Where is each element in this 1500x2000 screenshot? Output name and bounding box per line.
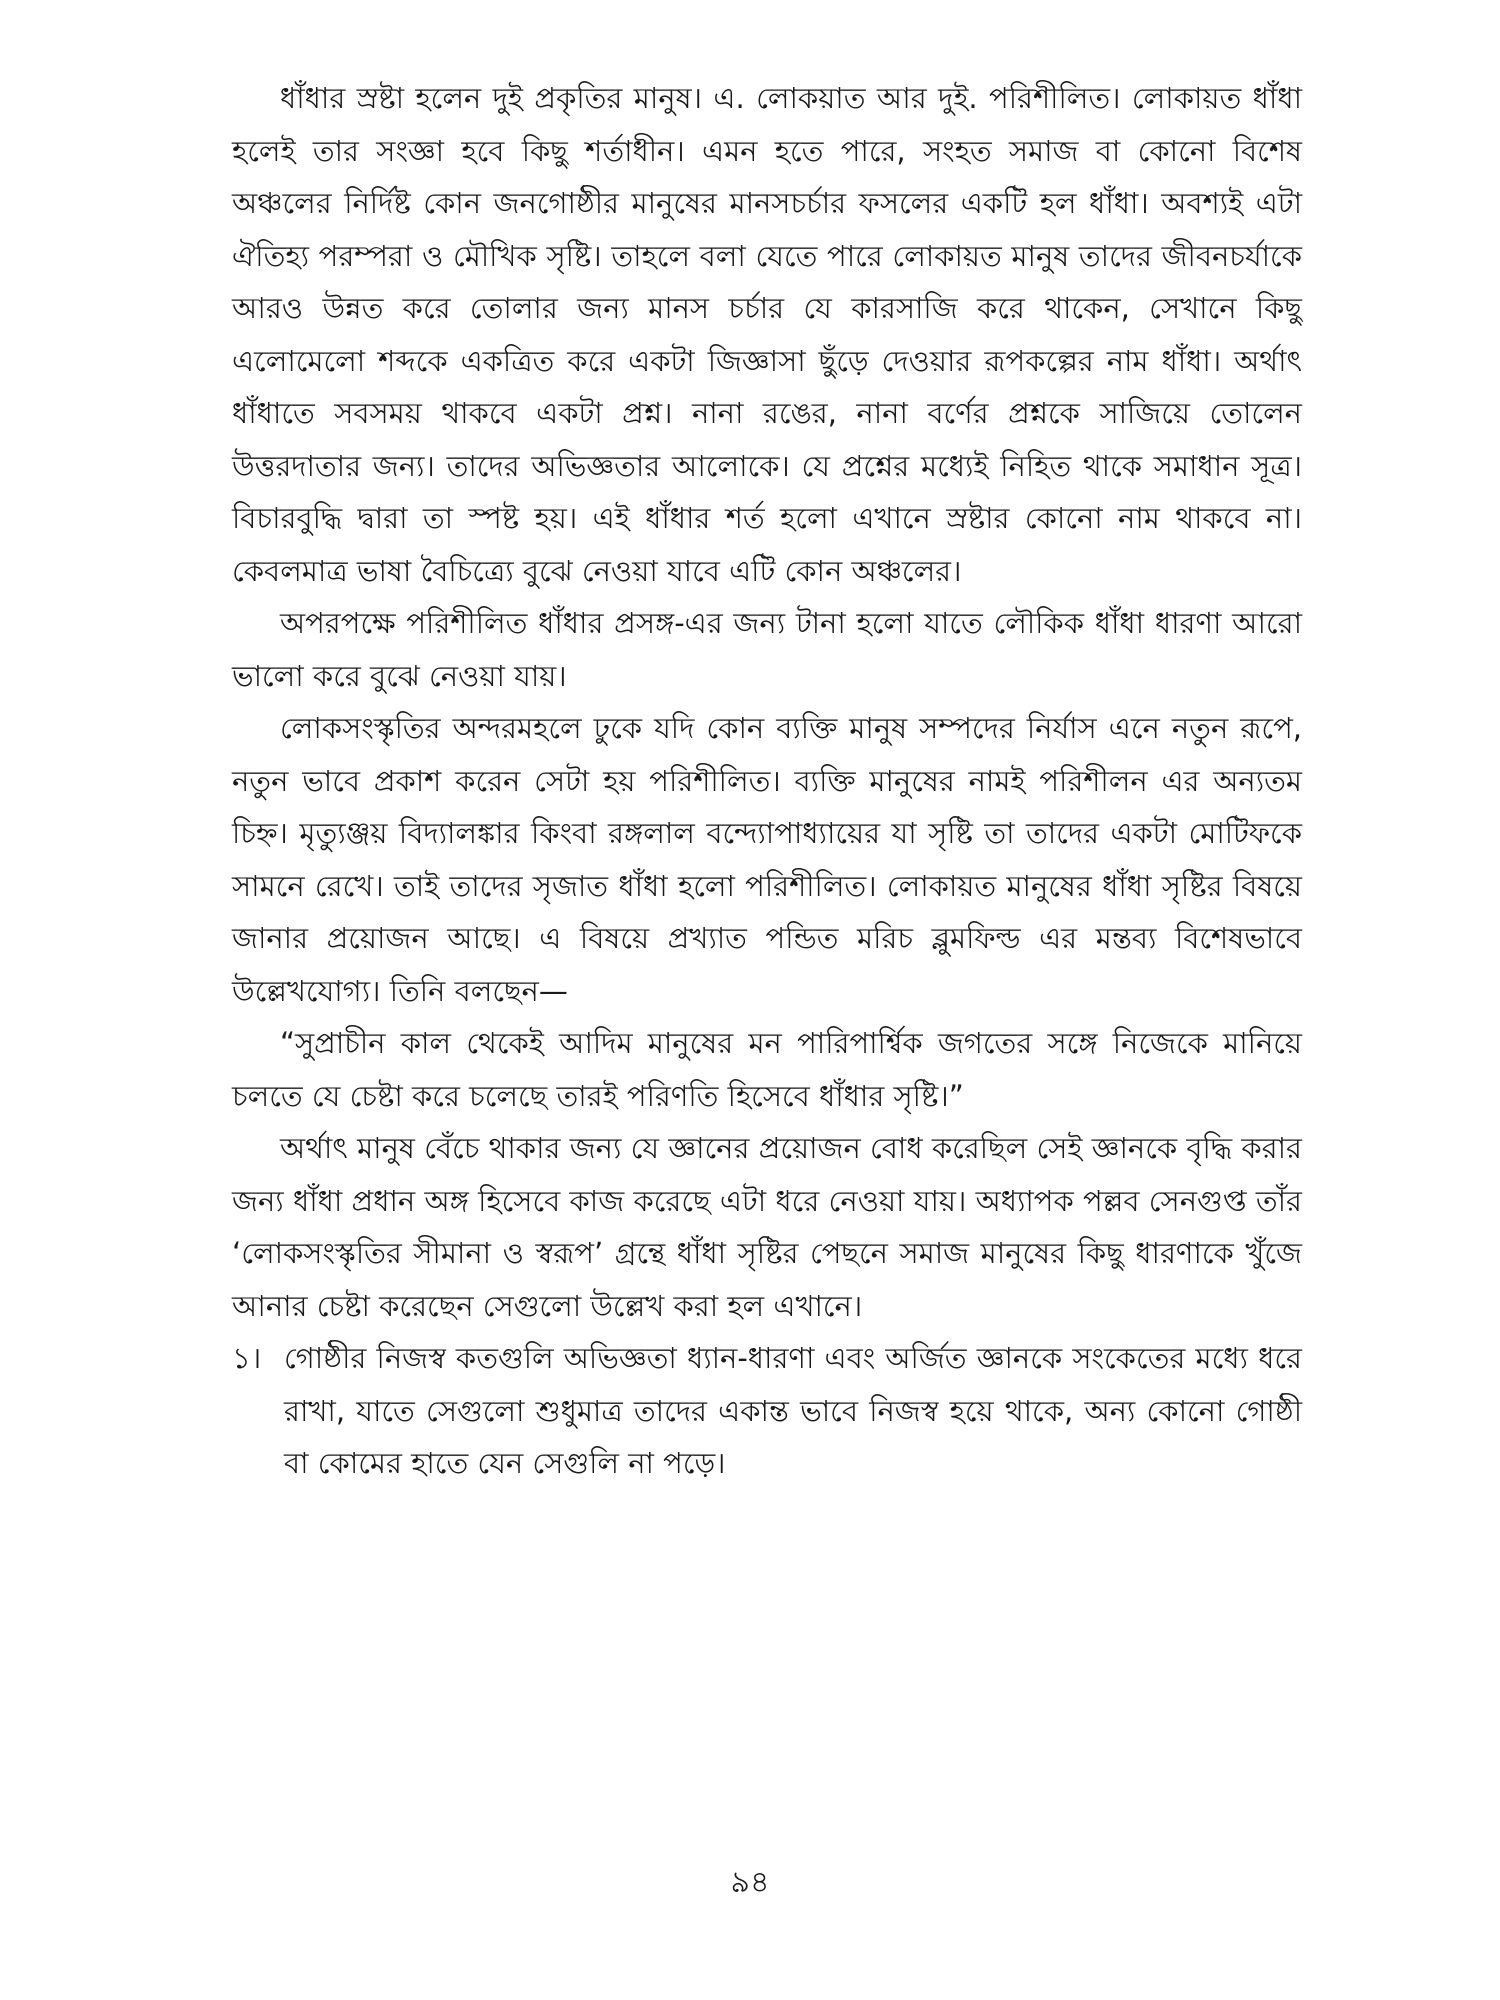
list-item — [232, 1332, 1302, 1490]
list-item-text: গোষ্ঠীর নিজস্ব কতগুলি অভিজ্ঞতা ধ্যান-ধারণা এবং অর্জিত জ্ঞানকে সংকেতের মধ্যে ধরে রাখা, যাতে সেগুলো শুধুমাত্র তাদের একান্ত ভাবে নিজস্ব হয়ে থাকে, অন্য কোনো গোষ্ঠী বা কোমের হাতে যেন সেগুলি না পড়ে। — [284, 1341, 1302, 1480]
quotation-bloomfield: “সুপ্রাচীন কাল থেকেই আদিম মানুষের মন পারিপার্শ্বিক জগতের সঙ্গে নিজেকে মানিয়ে চলতে যে চেষ্টা করে চলেছে তারই পরিণতি হিসেবে ধাঁধার সৃষ্টি।” — [232, 1026, 1302, 1113]
paragraph-knowledge: অর্থাৎ মানুষ বেঁচে থাকার জন্য যে জ্ঞানের প্রয়োজন বোধ করেছিল সেই জ্ঞানকে বৃদ্ধি করার জন্য ধাঁধা প্রধান অঙ্গ হিসেবে কাজ করেছে এটা ধরে নেওয়া যায়। অধ্যাপক পল্লব সেনগুপ্ত তাঁর ‘লোকসংস্কৃতির সীমানা ও স্বরূপ’ গ্রন্থে ধাঁধা সৃষ্টির পেছনে সমাজ মানুষের কিছু ধারণাকে খুঁজে আনার চেষ্টা করেছেন সেগুলো উল্লেখ করা হল এখানে। — [232, 1131, 1302, 1323]
page-number: ৯৪ — [730, 1865, 770, 1900]
paragraph-riddle-creators: ধাঁধার স্রষ্টা হলেন দুই প্রকৃতির মানুষ। এ. লোকয়াত আর দুই. পরিশীলিত। লোকায়ত ধাঁধা হলেই তার সংজ্ঞা হবে কিছু শর্তাধীন। এমন হতে পারে, সংহত সমাজ বা কোনো বিশেষ অঞ্চলের নির্দিষ্ট কোন জনগোষ্ঠীর মানুষের মানসচর্চার ফসলের একটি হল ধাঁধা। অবশ্যই এটা ঐতিহ্য পরম্পরা ও মৌখিক সৃষ্টি। তাহলে বলা যেতে পারে লোকায়ত মানুষ তাদের জীবনচর্যাকে আরও উন্নত করে তোলার জন্য মানস চর্চার যে কারসাজি করে থাকেন, সেখানে কিছু এলোমেলো শব্দকে একত্রিত করে একটা জিজ্ঞাসা ছুঁড়ে দেওয়ার রূপকল্পের নাম ধাঁধা। অর্থাৎ ধাঁধাতে সবসময় থাকবে একটা প্রশ্ন। নানা রঙের, নানা বর্ণের প্রশ্নকে সাজিয়ে তোলেন উত্তরদাতার জন্য। তাদের অভিজ্ঞতার আলোকে। যে প্রশ্নের মধ্যেই নিহিত থাকে সমাধান সূত্র। বিচারবুদ্ধি দ্বারা তা স্পষ্ট হয়। এই ধাঁধার শর্ত হলো এখানে স্রষ্টার কোনো নাম থাকবে না। কেবলমাত্র ভাষা বৈচিত্র্যে বুঝে নেওয়া যাবে এটি কোন অঞ্চলের। — [232, 81, 1302, 588]
paragraph-folk-culture: লোকসংস্কৃতির অন্দরমহলে ঢুকে যদি কোন ব্যক্তি মানুষ সম্পদের নির্যাস এনে নতুন রূপে, নতুন ভাবে প্রকাশ করেন সেটা হয় পরিশীলিত। ব্যক্তি মানুষের নামই পরিশীলন এর অন্যতম চিহ্ন। মৃত্যুঞ্জয় বিদ্যালঙ্কার কিংবা রঙ্গলাল বন্দ্যোপাধ্যায়ের যা সৃষ্টি তা তাদের একটা মোটিফকে সামনে রেখে। তাই তাদের সৃজাত ধাঁধা হলো পরিশীলিত। লোকায়ত মানুষের ধাঁধা সৃষ্টির বিষয়ে জানার প্রয়োজন আছে। এ বিষয়ে প্রখ্যাত পন্ডিত মরিচ ব্লুমফিল্ড এর মন্তব্য বিশেষভাবে উল্লেখযোগ্য। তিনি বলছেন— — [232, 711, 1302, 1008]
paragraph-refined-riddle: অপরপক্ষে পরিশীলিত ধাঁধার প্রসঙ্গ-এর জন্য টানা হলো যাতে লৌকিক ধাঁধা ধারণা আরো ভালো করে বুঝে নেওয়া যায়। — [232, 606, 1302, 693]
body-text — [232, 72, 1302, 1490]
list-item-number: ১। — [232, 1341, 262, 1375]
